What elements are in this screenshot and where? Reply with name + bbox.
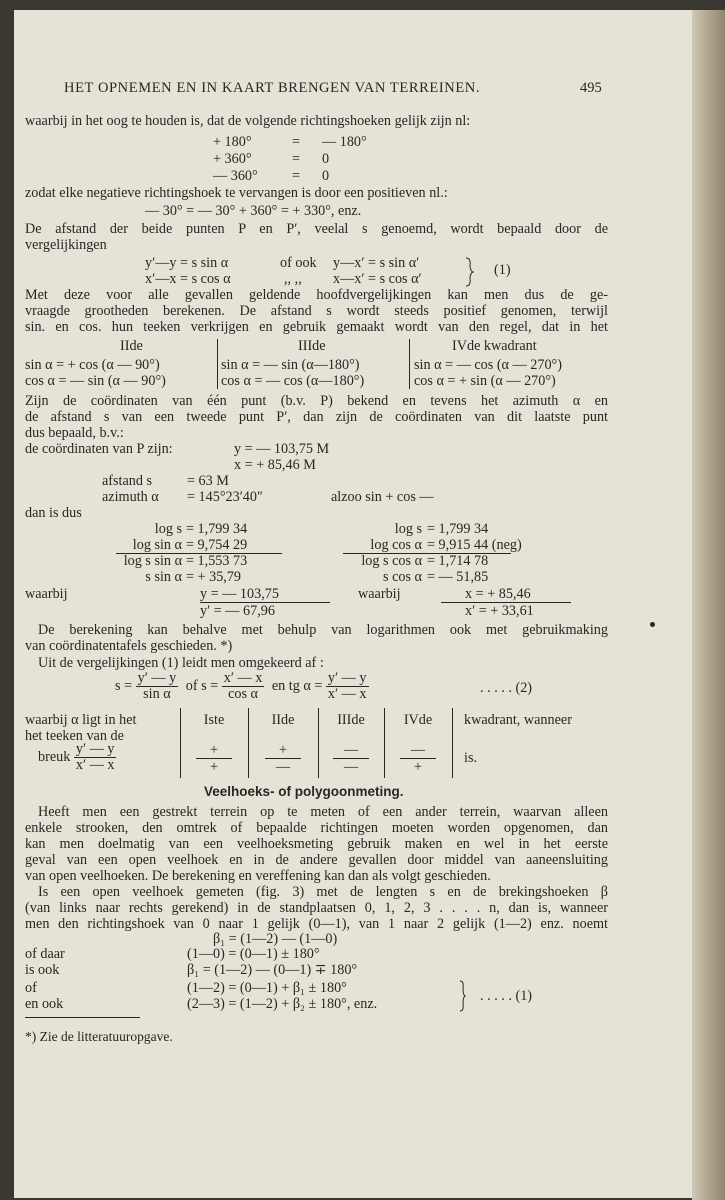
- verg-left-1: y′—y = s sin α: [145, 255, 229, 271]
- waarbij-yp: y′ = — 67,96: [200, 603, 275, 619]
- log-label: log s: [394, 521, 422, 537]
- frac-num: y′ — y: [327, 670, 367, 686]
- waarbij-y: y = — 103,75: [200, 586, 279, 602]
- quad-cos: cos α = — cos (α—180°): [221, 373, 365, 389]
- page-number: 495: [580, 80, 602, 96]
- eq-list-val: — 180°: [322, 134, 367, 150]
- frac-num: y′ — y: [137, 670, 177, 686]
- sign-divider: [452, 708, 453, 778]
- coord-label: de coördinaten van P zijn:: [25, 441, 173, 457]
- sign-top: +: [209, 742, 218, 758]
- is-line: (van links naar rechts gerekend) in de standplaatsen 0, 1, 2, 3 . . . . n, dan is, wanneer: [25, 900, 608, 916]
- log-value: = 9,754 29: [186, 537, 248, 553]
- beta-eq: (1—0) = (0—1) ± 180°: [187, 946, 320, 962]
- afstand-line: De afstand der beide punten P en P′, veelal s genoemd, wordt bepaald door de: [25, 221, 608, 237]
- met-line: Met deze voor alle gevallen geldende hoofdvergelijkingen kan men dus de ge-: [25, 287, 608, 303]
- beta-eq: β₁ = (1—2) — (0—1) ∓ 180°: [187, 962, 358, 978]
- verg-right-1: y—x′ = s sin α′: [333, 255, 420, 271]
- zijn-line: de afstand s van een tweede punt P′, dan zijn de coördinaten van dit laatste punt: [25, 409, 608, 425]
- waarbij-label: waarbij: [358, 586, 401, 602]
- sign-header: IVde: [403, 712, 433, 728]
- frac-den: sin α: [143, 686, 171, 702]
- eq-list-val: 0: [322, 168, 330, 184]
- alzoo-text: alzoo sin + cos —: [331, 489, 434, 505]
- log-label: log sin α: [132, 537, 182, 553]
- running-header: HET OPNEMEN EN IN KAART BRENGEN VAN TERREINEN.: [64, 80, 481, 96]
- is-line: Is een open veelhoek gemeten (fig. 3) met de lengten s en de brekingshoeken β: [38, 884, 608, 900]
- eq-list-sign: =: [292, 151, 301, 167]
- sign-bottom: +: [209, 759, 218, 775]
- book-spine: [692, 10, 725, 1200]
- quad-header: IIde: [120, 338, 143, 354]
- formula-2: [115, 671, 369, 702]
- log-value: = 1,714 78: [427, 553, 489, 569]
- sign-header: IIIde: [337, 712, 365, 728]
- beta-eq: β₁ = (1—2) — (1—0): [213, 931, 338, 947]
- breuk-label: breuk: [38, 749, 71, 765]
- eq-list-1: — 360°: [213, 168, 258, 184]
- uit-line: Uit de vergelijkingen (1) leidt men omgekeerd af :: [38, 655, 324, 671]
- zodat-line: zodat elke negatieve richtingshoek te vervangen is door een positieven nl.:: [25, 185, 448, 201]
- met-line: vraagde grootheden berekenen. De afstand s wordt steeds positief genomen, terwijl: [25, 303, 608, 319]
- ink-spot: [650, 622, 655, 627]
- log-label: log s sin α: [123, 553, 182, 569]
- verg-of: ,, ,,: [284, 271, 302, 287]
- sign-top: —: [410, 742, 426, 758]
- quad-header: IVde kwadrant: [452, 338, 537, 354]
- log-label: log s: [154, 521, 182, 537]
- sign-top: —: [343, 742, 359, 758]
- frac-num: x′ — x: [223, 670, 263, 686]
- dan-text: dan is dus: [25, 505, 82, 521]
- zijn-line: Zijn de coördinaten van één punt (b.v. P) bekend en tevens het azimuth α en: [25, 393, 608, 409]
- eq-list-sign: =: [292, 168, 301, 184]
- afstand-value: = 63 M: [187, 473, 229, 489]
- log-label: s cos α: [383, 569, 422, 585]
- zodat-equation: — 30° = — 30° + 360° = + 330°, enz.: [145, 203, 362, 219]
- afstand-label: afstand s: [102, 473, 153, 489]
- azimuth-value: = 145°23′40″: [187, 489, 263, 505]
- is-text: is.: [464, 750, 478, 766]
- sign-header: Iste: [203, 712, 225, 728]
- footnote-rule: [25, 1017, 140, 1018]
- sign-header: IIde: [271, 712, 295, 728]
- coord-y: y = — 103,75 M: [234, 441, 330, 457]
- frac-den: cos α: [228, 686, 258, 702]
- of-s-equals: of s =: [185, 678, 219, 694]
- sign-left: waarbij α ligt in het: [25, 712, 137, 728]
- quad-divider: [217, 339, 218, 389]
- log-value: = — 51,85: [427, 569, 489, 585]
- breuk-fraction: [38, 742, 116, 773]
- heeft-line: geval van een open veelhoek en in de andere gevallen door middel van aaneensluiting: [25, 852, 608, 868]
- eq-list-sign: =: [292, 134, 301, 150]
- zijn-line: dus bepaald, b.v.:: [25, 425, 124, 441]
- beta-label: en ook: [25, 996, 64, 1012]
- heeft-line: van open veelhoeken. De berekening en vereffening kan dan als volgt geschieden.: [25, 868, 491, 884]
- sign-bottom: —: [275, 759, 291, 775]
- kwadrant-text: kwadrant, wanneer: [464, 712, 572, 728]
- beta-eq: (2—3) = (1—2) + β₂ ± 180°, enz.: [187, 996, 378, 1012]
- sign-bottom: +: [413, 759, 422, 775]
- beta-eq: (1—2) = (0—1) + β₁ ± 180°: [187, 980, 347, 996]
- intro-line: waarbij in het oog te houden is, dat de volgende richtingshoeken gelijk zijn nl:: [25, 113, 471, 129]
- section-title: Veelhoeks- of polygoonmeting.: [204, 784, 404, 799]
- log-label: log s cos α: [361, 553, 422, 569]
- brace-icon: [458, 980, 466, 1012]
- met-line: sin. en cos. hun teeken verkrijgen en gebruik gemaakt wordt van den regel, dat in het: [25, 319, 608, 335]
- berek-line: De berekening kan behalve met behulp van logarithmen ook met gebruikmaking: [38, 622, 608, 638]
- afstand-line: vergelijkingen: [25, 237, 107, 253]
- verg-number: (1): [494, 262, 511, 278]
- verg-left-2: x′—x = s cos α: [145, 271, 231, 287]
- log-value: = 9,915 44 (neg): [427, 537, 522, 553]
- is-line: men den richtingshoek van 0 naar 1 gelijk (0—1), van 1 naar 2 gelijk (1—2) enz. noemt: [25, 916, 608, 932]
- quad-sin: sin α = — sin (α—180°): [221, 357, 360, 373]
- beta-number: . . . . . (1): [480, 988, 533, 1004]
- azimuth-label: azimuth α: [102, 489, 159, 505]
- sign-bottom: —: [343, 759, 359, 775]
- quad-cos: cos α = — sin (α — 90°): [25, 373, 166, 389]
- heeft-line: enkele strooken, den omtrek of bepaalde richtingen moeten worden opgenomen, dan: [25, 820, 608, 836]
- log-value: = + 35,79: [186, 569, 242, 585]
- log-value: = 1,553 73: [186, 553, 248, 569]
- quad-sin: sin α = + cos (α — 90°): [25, 357, 160, 373]
- verg-right-2: x—x′ = s cos α′: [333, 271, 422, 287]
- verg-of: of ook: [280, 255, 317, 271]
- eq-list-val: 0: [322, 151, 330, 167]
- beta-label: of daar: [25, 946, 65, 962]
- sign-left: het teeken van de: [25, 728, 124, 744]
- waarbij-x: x = + 85,46: [465, 586, 531, 602]
- beta-label: of: [25, 980, 37, 996]
- coord-x: x = + 85,46 M: [234, 457, 316, 473]
- footnote: *) Zie de litteratuuropgave.: [25, 1029, 173, 1044]
- formula-number: . . . . . (2): [480, 680, 533, 696]
- eq-list-1: + 360°: [213, 151, 252, 167]
- quad-divider: [409, 339, 410, 389]
- quad-cos: cos α = + sin (α — 270°): [414, 373, 556, 389]
- log-label: log cos α: [370, 537, 422, 553]
- beta-label: is ook: [25, 962, 60, 978]
- log-label: s sin α: [145, 569, 182, 585]
- frac-den: x′ — x: [327, 686, 367, 702]
- log-value: = 1,799 34: [186, 521, 248, 537]
- quad-sin: sin α = — cos (α — 270°): [414, 357, 562, 373]
- berek-line: van coördinatentafels geschieden. *): [25, 638, 233, 654]
- tg-equals: en tg α =: [271, 678, 323, 694]
- waarbij-xp: x′ = + 33,61: [465, 603, 534, 619]
- sign-top: +: [278, 742, 287, 758]
- waarbij-label: waarbij: [25, 586, 68, 602]
- brace-icon: [464, 257, 474, 287]
- eq-list-1: + 180°: [213, 134, 252, 150]
- log-value: = 1,799 34: [427, 521, 489, 537]
- heeft-line: Heeft men een gestrekt terrein op te meten of een ander terrein, waarvan alleen: [38, 804, 608, 820]
- heeft-line: kan men doelmatig van een veelhoeksmeting gebruik maken en wel in het eerste: [25, 836, 608, 852]
- frac-den: x′ — x: [75, 757, 115, 773]
- frac-num: y′ — y: [75, 741, 115, 757]
- quad-header: IIIde: [298, 338, 326, 354]
- s-equals: s =: [115, 678, 133, 694]
